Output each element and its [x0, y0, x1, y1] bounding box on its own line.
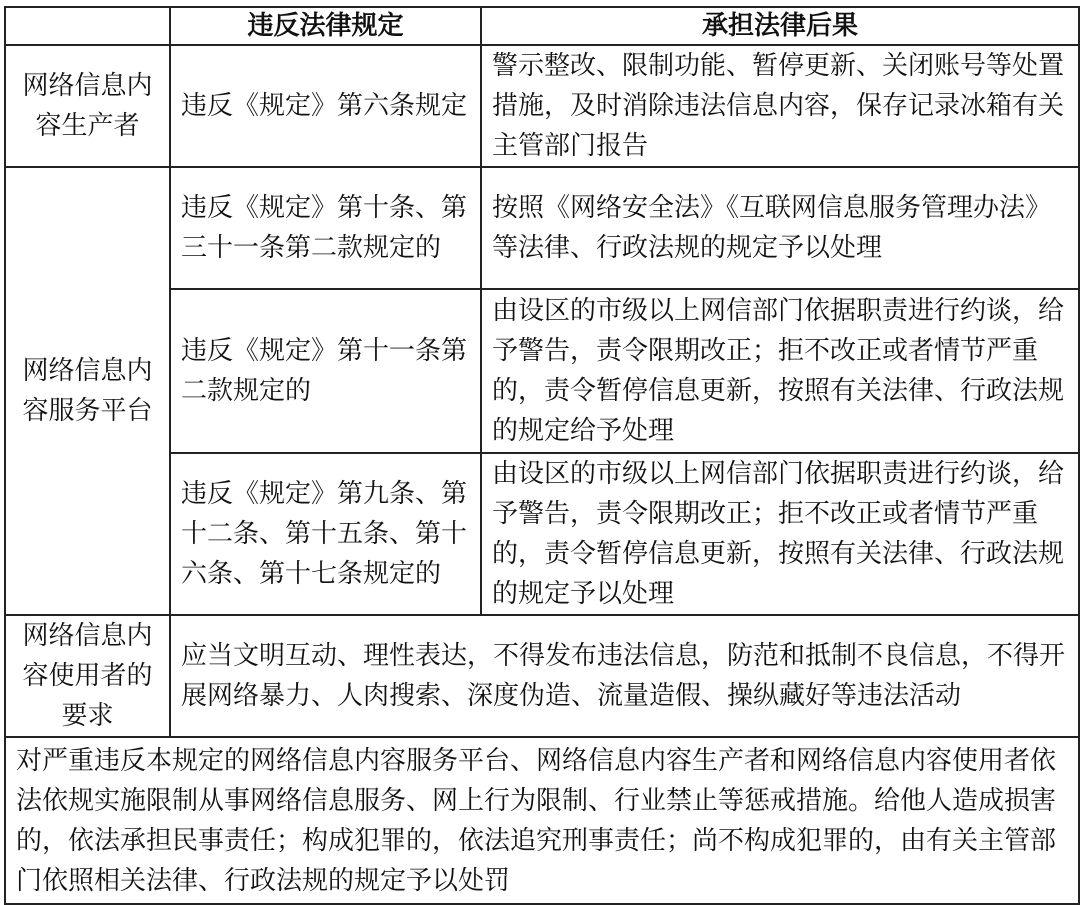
platform-consequence-1: 按照《网络安全法》《互联网信息服务管理办法》等法律、行政法规的规定予以处理: [481, 167, 1079, 289]
producer-rule: 违反《规定》第六条规定: [170, 45, 481, 167]
platform-rule-1: 违反《规定》第十条、第三十一条第二款规定的: [170, 167, 481, 289]
producer-row: [5, 45, 1079, 167]
header-row: [5, 7, 1079, 45]
producer-role: 网络信息内容生产者: [5, 45, 170, 167]
platform-rule-3: 违反《规定》第九条、第十二条、第十五条、第十六条、第十七条规定的: [170, 453, 481, 615]
header-rule: 违反法律规定: [170, 7, 481, 45]
note-row: [5, 737, 1079, 904]
platform-rule-2: 违反《规定》第十一条第二款规定的: [170, 289, 481, 453]
platform-role: 网络信息内容服务平台: [5, 167, 170, 615]
platform-consequence-2: 由设区的市级以上网信部门依据职责进行约谈，给予警告，责令限期改正；拒不改正或者情节严重的，责令暂停信息更新，按照有关法律、行政法规的规定给予处理: [481, 289, 1079, 453]
header-corner-cell: [5, 7, 170, 45]
legal-liability-table: [4, 6, 1080, 905]
penalty-note: 对严重违反本规定的网络信息内容服务平台、网络信息内容生产者和网络信息内容使用者依法依规实施限制从事网络信息服务、网上行为限制、行业禁止等惩戒措施。给他人造成损害的，依法承担民事责任；构成犯罪的，依法追究刑事责任；尚不构成犯罪的，由有关主管部门依照相关法律、行政法规的规定予以处罚: [5, 737, 1079, 904]
user-role: 网络信息内容使用者的要求: [5, 615, 170, 737]
user-row: [5, 615, 1079, 737]
producer-consequence: 警示整改、限制功能、暂停更新、关闭账号等处置措施，及时消除违法信息内容，保存记录冰箱有关主管部门报告: [481, 45, 1079, 167]
platform-row-1: [5, 167, 1079, 289]
header-consequence: 承担法律后果: [481, 7, 1079, 45]
user-requirement: 应当文明互动、理性表达，不得发布违法信息，防范和抵制不良信息，不得开展网络暴力、人肉搜索、深度伪造、流量造假、操纵藏好等违法活动: [170, 615, 1079, 737]
platform-consequence-3: 由设区的市级以上网信部门依据职责进行约谈，给予警告，责令限期改正；拒不改正或者情节严重的，责令暂停信息更新，按照有关法律、行政法规的规定予以处理: [481, 453, 1079, 615]
